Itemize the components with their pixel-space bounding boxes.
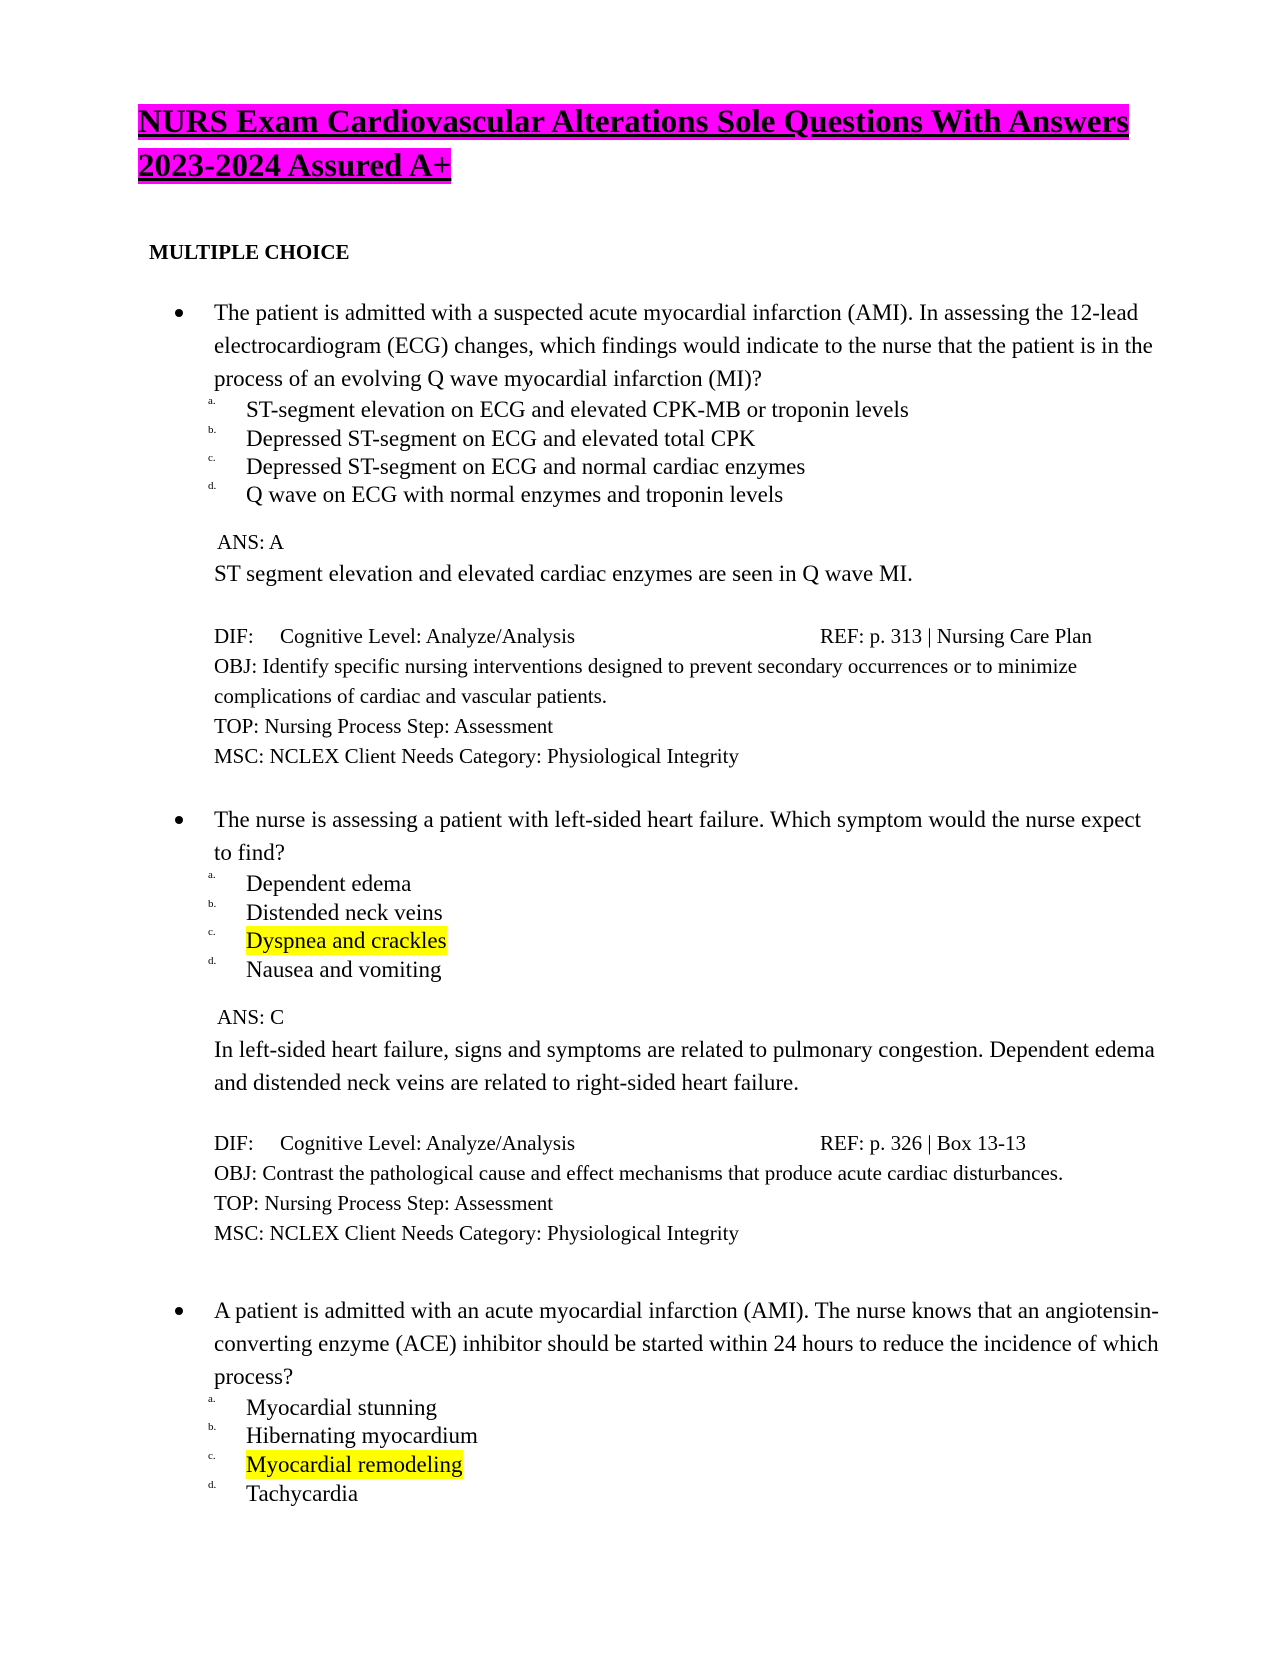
ref-value: REF: p. 313 | Nursing Care Plan [820,624,1092,648]
option-d [0,955,1280,984]
bullet-icon [175,1307,183,1315]
rationale: ST segment elevation and elevated cardiac enzymes are seen in Q wave MI. [214,561,913,586]
option-text-highlighted: Dyspnea and crackles [246,928,447,953]
question-stem: A patient is admitted with an acute myocardial infarction (AMI). The nurse knows that an angiotensin-converting enzyme (ACE) inhibitor should be started within 24 hours to reduce the incidence of which process? [214,1298,1159,1389]
question-metadata [214,1128,1164,1248]
option-text: Q wave on ECG with normal enzymes and troponin levels [246,482,784,507]
option-letter: d. [208,1479,217,1491]
bullet-icon [175,816,183,824]
answer-key: ANS: C [217,1005,285,1029]
option-b [0,898,1280,927]
dif-label: DIF: [214,624,254,648]
dif-value: Cognitive Level: Analyze/Analysis [280,624,576,648]
option-text: Depressed ST-segment on ECG and elevated total CPK [246,426,756,451]
option-d [0,1479,1280,1508]
option-b [0,424,1280,453]
option-text: Depressed ST-segment on ECG and normal cardiac enzymes [246,454,806,479]
option-letter: d. [208,480,217,492]
option-letter: a. [208,1393,216,1405]
option-letter: c. [208,1450,216,1462]
option-a [0,1393,1280,1422]
option-c [0,452,1280,481]
dif-line [214,1128,1164,1158]
dif-line [214,621,1164,651]
top-line: TOP: Nursing Process Step: Assessment [214,1191,554,1215]
rationale: In left-sided heart failure, signs and symptoms are related to pulmonary congestion. Dependent edema and distended neck veins are related to right-sided heart failure. [214,1037,1155,1095]
obj-line: OBJ: Identify specific nursing interventions designed to prevent secondary occurrences or to minimize complications of cardiac and vascular patients. [214,654,1078,708]
ref-value: REF: p. 326 | Box 13-13 [820,1131,1027,1155]
option-a [0,395,1280,424]
question-stem: The patient is admitted with a suspected acute myocardial infarction (AMI). In assessing the 12-lead electrocardiogram (ECG) changes, which findings would indicate to the nurse that the patient is in the process of an evolving Q wave myocardial infarction (MI)? [214,300,1153,391]
option-text: Tachycardia [246,1481,359,1506]
option-text: Myocardial stunning [246,1395,437,1420]
msc-line: MSC: NCLEX Client Needs Category: Physiological Integrity [214,1221,739,1245]
section-heading: MULTIPLE CHOICE [149,240,350,264]
option-text-highlighted: Myocardial remodeling [246,1452,463,1477]
question-stem: The nurse is assessing a patient with left-sided heart failure. Which symptom would the nurse expect to find? [214,807,1141,865]
option-letter: a. [208,869,216,881]
option-text: Nausea and vomiting [246,957,442,982]
option-letter: b. [208,898,217,910]
option-letter: b. [208,1421,217,1433]
option-text: Distended neck veins [246,900,443,925]
bullet-icon [175,309,183,317]
dif-value: Cognitive Level: Analyze/Analysis [280,1131,576,1155]
answer-key: ANS: A [217,530,285,554]
option-letter: b. [208,424,217,436]
option-letter: d. [208,955,217,967]
question-metadata [214,621,1164,771]
option-text: Hibernating myocardium [246,1423,478,1448]
option-a [0,869,1280,898]
option-b [0,1421,1280,1450]
obj-line: OBJ: Contrast the pathological cause and effect mechanisms that produce acute cardiac disturbances. [214,1161,1064,1185]
dif-label: DIF: [214,1131,254,1155]
top-line: TOP: Nursing Process Step: Assessment [214,714,554,738]
msc-line: MSC: NCLEX Client Needs Category: Physiological Integrity [214,744,739,768]
option-text: Dependent edema [246,871,412,896]
document-title: NURS Exam Cardiovascular Alterations Sole Questions With Answers 2023-2024 Assured A+ [138,104,1129,184]
option-letter: a. [208,395,216,407]
option-text: ST-segment elevation on ECG and elevated CPK-MB or troponin levels [246,397,909,422]
option-d [0,480,1280,509]
option-c [0,926,1280,955]
option-letter: c. [208,926,216,938]
option-c [0,1450,1280,1479]
option-letter: c. [208,452,216,464]
